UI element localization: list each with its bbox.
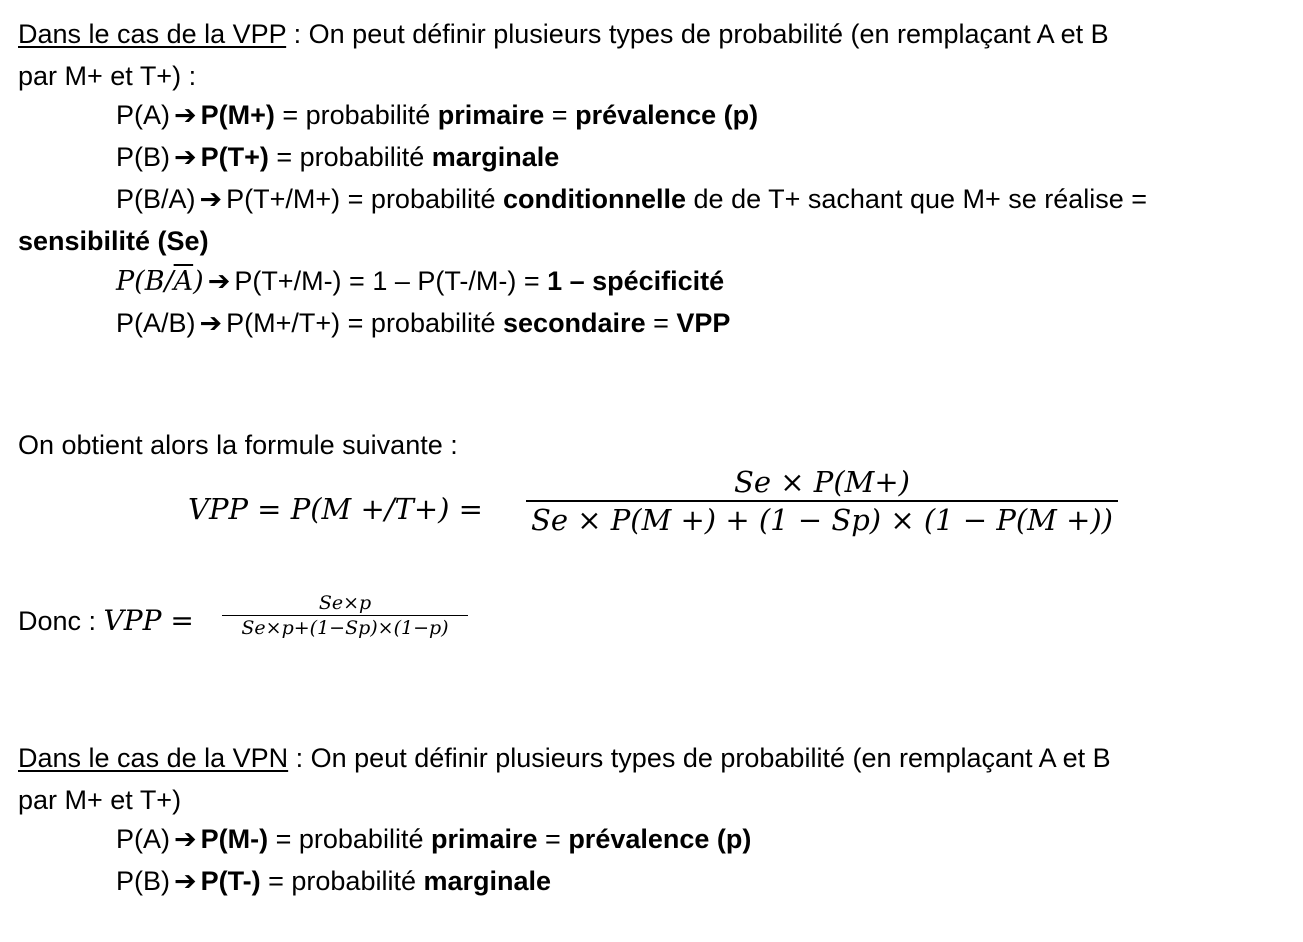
vpp-line5-value: VPP — [676, 308, 731, 338]
vpp-line3-rest: de de T+ sachant que M+ se réalise = — [686, 184, 1148, 214]
vpn-line1-value: prévalence (p) — [568, 824, 752, 854]
vpn-intro-line2: par M+ et T+) — [18, 785, 182, 815]
vpp-line-secondary — [116, 306, 730, 340]
vpn-line1-term: primaire — [430, 824, 538, 854]
vpn-line1-eq: = — [537, 824, 569, 854]
formula2-fraction — [222, 591, 468, 640]
arrow-right-icon: ➔ — [174, 142, 197, 172]
vpn-line1-lhs: P(A) — [116, 824, 170, 854]
formula1-denominator: Se × P(M +) + (1 − Sp) × (1 − P(M +)) — [531, 503, 1113, 537]
formula1-numerator: Se × P(M+) — [734, 465, 910, 499]
vpn-heading: Dans le cas de la VPN — [18, 743, 289, 773]
vpp-line-marginal — [116, 140, 559, 174]
vpp-line1-eq: = — [544, 100, 576, 130]
vpn-line2-lhs: P(B) — [116, 866, 170, 896]
arrow-right-icon: ➔ — [199, 308, 223, 338]
vpp-line4-value: 1 – spécificité — [547, 266, 725, 296]
formula2-numerator: Se×p — [318, 592, 372, 614]
vpp-line5-eq: = — [645, 308, 677, 338]
vpp-intro — [18, 17, 1109, 51]
vpp-line2-lhs: P(B) — [116, 142, 170, 172]
vpp-line4-lhs-pre: P(B/ — [116, 266, 174, 297]
vpp-line3-lhs: P(B/A) — [116, 184, 196, 214]
vpp-line5-term: secondaire — [503, 308, 646, 338]
vpp-line1-lhs: P(A) — [116, 100, 170, 130]
vpp-line2-term: marginale — [431, 142, 560, 172]
formula2-line — [18, 604, 194, 638]
vpn-line-marginal — [116, 864, 551, 898]
vpp-line3-term: conditionnelle — [503, 184, 687, 214]
vpn-line2-mid: = probabilité — [260, 866, 424, 896]
vpp-line1-target: P(M+) — [200, 100, 275, 130]
vpp-line1-value: prévalence (p) — [575, 100, 759, 130]
arrow-right-icon: ➔ — [207, 266, 231, 296]
vpp-line5-target: P(M+/T+) = probabilité — [226, 308, 504, 338]
vpp-heading: Dans le cas de la VPP — [18, 19, 287, 49]
vpp-line4-lhs — [116, 266, 204, 297]
vpn-line2-term: marginale — [423, 866, 552, 896]
vpn-line-primary — [116, 822, 751, 856]
vpp-intro-text: : On peut définir plusieurs types de probabilité (en remplaçant A et B — [286, 19, 1109, 49]
arrow-right-icon: ➔ — [174, 100, 197, 130]
vpp-line-conditional — [116, 182, 1147, 216]
vpp-line4-lhs-bar: $\overline{A}$ — [173, 266, 194, 297]
formula2-prefix: Donc : — [18, 606, 104, 636]
vpn-intro — [18, 741, 1111, 775]
vpp-line1-mid: = probabilité — [274, 100, 438, 130]
vpp-line4-target: P(T+/M-) = 1 – P(T-/M-) = — [234, 266, 548, 296]
vpn-line1-mid: = probabilité — [268, 824, 431, 854]
vpp-line3-target: P(T+/M+) = probabilité — [226, 184, 504, 214]
vpn-line2-target: P(T-) — [200, 866, 261, 896]
vpp-line-specificity — [116, 264, 724, 299]
vpp-line1-term: primaire — [437, 100, 545, 130]
formula1-fraction — [526, 464, 1118, 538]
formula2-denominator: Se×p+(1−Sp)×(1−p) — [241, 617, 449, 639]
vpn-intro-text: : On peut définir plusieurs types de probabilité (en remplaçant A et B — [288, 743, 1111, 773]
formula2-lhs: VPP = — [103, 604, 194, 637]
vpp-line2-target: P(T+) — [200, 142, 269, 172]
arrow-right-icon: ➔ — [174, 866, 197, 896]
vpp-line4-lhs-post: ) — [193, 266, 204, 297]
formula1-lhs: VPP = P(M +/T+) = — [188, 492, 483, 526]
vpp-line2-mid: = probabilité — [268, 142, 432, 172]
vpn-line1-target: P(M-) — [200, 824, 269, 854]
arrow-right-icon: ➔ — [199, 184, 223, 214]
vpp-line-primary — [116, 98, 758, 132]
vpp-line3-continuation: sensibilité (Se) — [18, 226, 209, 256]
vpp-intro-line2: par M+ et T+) : — [18, 61, 197, 91]
vpp-line5-lhs: P(A/B) — [116, 308, 196, 338]
arrow-right-icon: ➔ — [174, 824, 197, 854]
formula-intro: On obtient alors la formule suivante : — [18, 430, 458, 460]
